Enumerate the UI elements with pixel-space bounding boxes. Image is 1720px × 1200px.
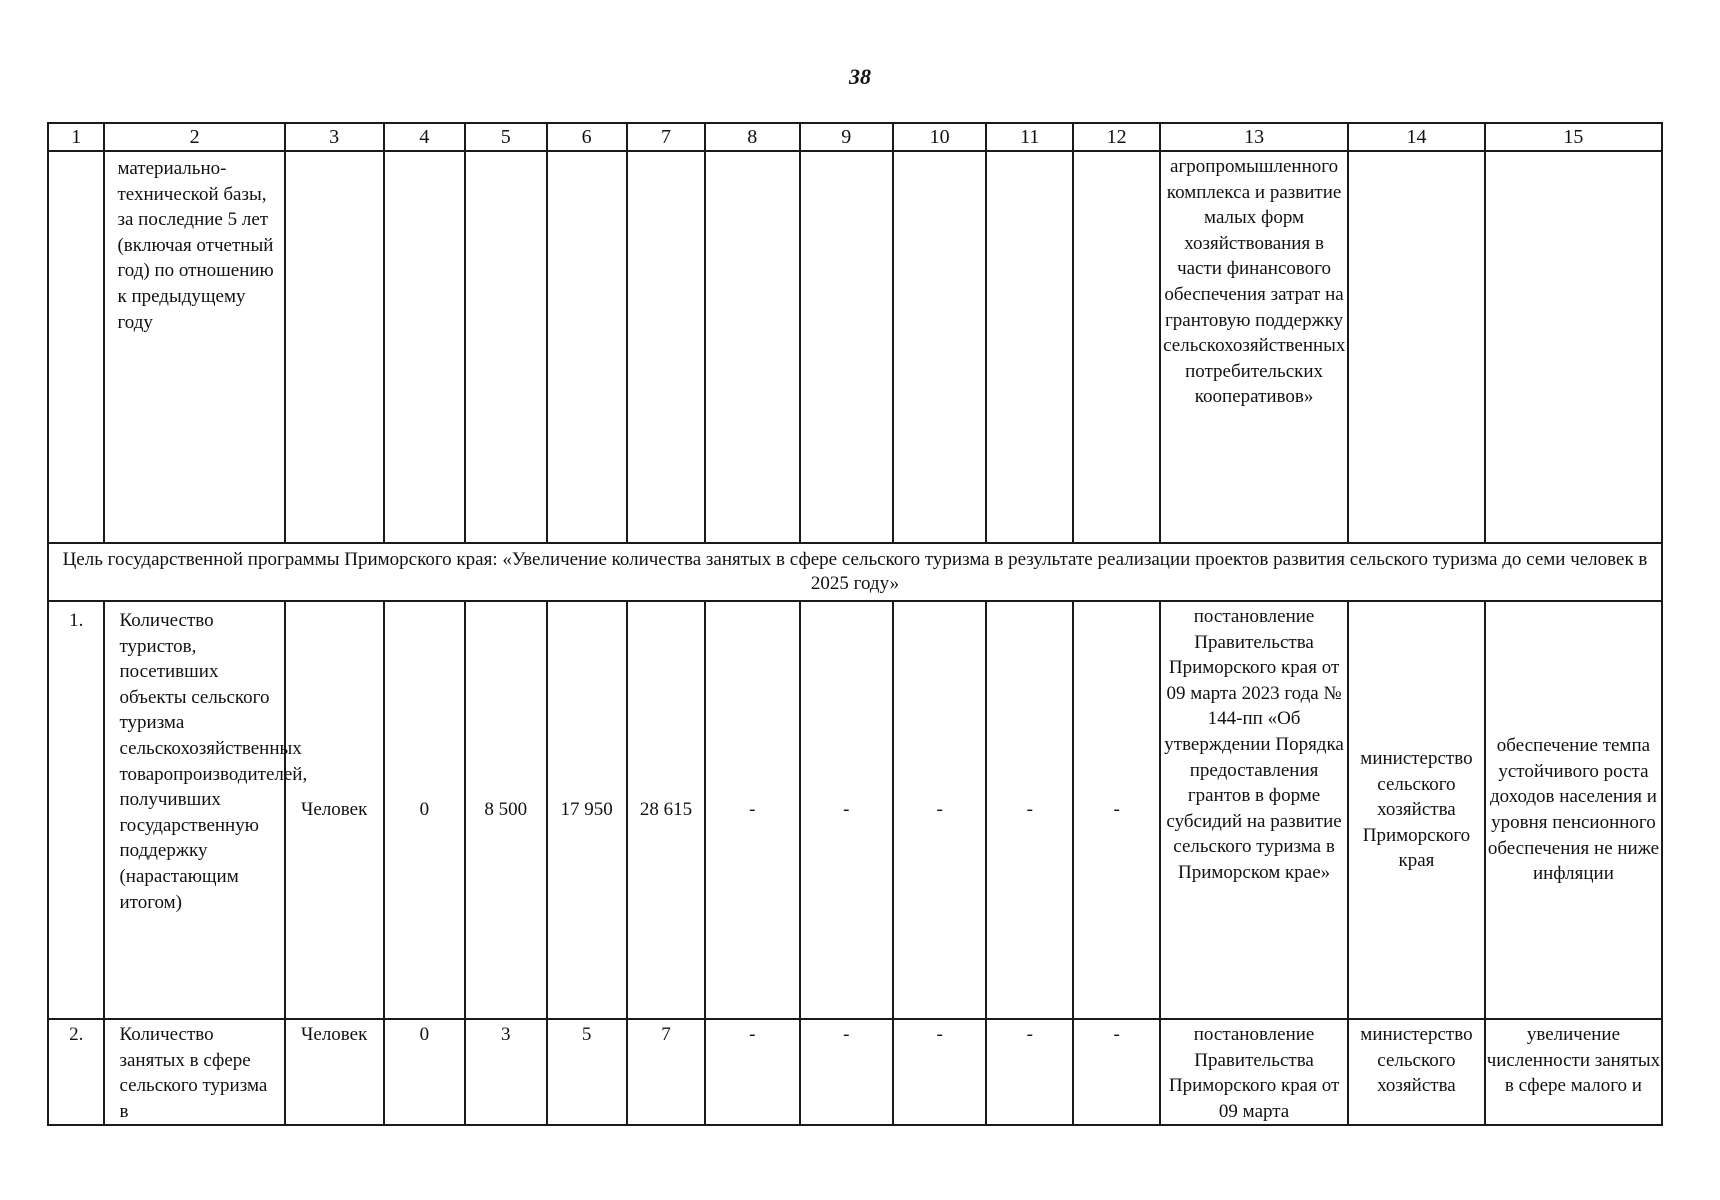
value-cell: - [893,601,986,1019]
continuation-row [48,151,1662,543]
empty-cell [48,151,104,543]
empty-cell [285,151,384,543]
column-header: 5 [465,123,546,151]
indicators-table [47,122,1663,1126]
empty-cell [1348,151,1485,543]
column-header: 6 [547,123,627,151]
document-cell: постановление Правительства Приморского края от 09 марта 2023 года № 144-пп «Об утверждении Порядка предоставления грантов в форме субсидий на развитие сельского туризма в Приморском крае» [1160,601,1348,1019]
value-cell: - [893,1019,986,1125]
empty-cell [384,151,465,543]
value-cell: 28 615 [627,601,705,1019]
column-header: 2 [104,123,284,151]
value-cell: 0 [384,1019,465,1125]
table-row [48,1019,1662,1125]
indicator-name: Количество занятых в сфере сельского туризма в [104,1019,284,1125]
goal-row [48,543,1662,601]
value-cell: - [1073,1019,1160,1125]
empty-cell [465,151,546,543]
document-continued: агропромышленного комплекса и развитие малых форм хозяйствования в части финансового обеспечения затрат на грантовую поддержку сельскохозяйственных потребительских кооперативов» [1160,151,1348,543]
column-header: 12 [1073,123,1160,151]
value-cell: - [705,1019,799,1125]
value-cell: 7 [627,1019,705,1125]
column-header: 1 [48,123,104,151]
indicator-name: Количество туристов, посетивших объекты сельского туризма сельскохозяйственных товаропроизводителей, получивших государственную поддержку (нарастающим итогом) [104,601,284,1019]
value-cell: 3 [465,1019,546,1125]
row-number: 1. [48,601,104,1019]
responsible-cell: министерство сельского хозяйства Приморского края [1348,601,1485,1019]
column-header: 4 [384,123,465,151]
empty-cell [547,151,627,543]
indicator-name-continued: материально-технической базы, за последние 5 лет (включая отчетный год) по отношению к предыдущему году [104,151,284,543]
value-cell: - [800,601,893,1019]
value-cell: - [986,1019,1073,1125]
goal-link-cell: обеспечение темпа устойчивого роста доходов населения и уровня пенсионного обеспечения не ниже инфляции [1485,601,1662,1019]
value-cell: - [705,601,799,1019]
program-goal: Цель государственной программы Приморского края: «Увеличение количества занятых в сфере сельского туризма в результате реализации проектов развития сельского туризма до семи человек в 2025 году» [48,543,1662,601]
value-cell: 0 [384,601,465,1019]
empty-cell [800,151,893,543]
column-header: 11 [986,123,1073,151]
column-header: 9 [800,123,893,151]
column-header: 10 [893,123,986,151]
value-cell: - [986,601,1073,1019]
value-cell: 5 [547,1019,627,1125]
responsible-cell: министерство сельского хозяйства [1348,1019,1485,1125]
unit-cell: Человек [285,1019,384,1125]
column-header: 8 [705,123,799,151]
column-header: 13 [1160,123,1348,151]
unit-cell: Человек [285,601,384,1019]
document-cell: постановление Правительства Приморского края от 09 марта [1160,1019,1348,1125]
value-cell: - [1073,601,1160,1019]
column-header: 15 [1485,123,1662,151]
column-header: 3 [285,123,384,151]
value-cell: - [800,1019,893,1125]
column-header: 14 [1348,123,1485,151]
table-row [48,601,1662,1019]
value-cell: 8 500 [465,601,546,1019]
empty-cell [986,151,1073,543]
empty-cell [1485,151,1662,543]
column-number-row [48,123,1662,151]
empty-cell [705,151,799,543]
row-number: 2. [48,1019,104,1125]
column-header: 7 [627,123,705,151]
empty-cell [893,151,986,543]
empty-cell [627,151,705,543]
page-number: 38 [849,64,871,89]
empty-cell [1073,151,1160,543]
value-cell: 17 950 [547,601,627,1019]
goal-link-cell: увеличение численности занятых в сфере малого и [1485,1019,1662,1125]
